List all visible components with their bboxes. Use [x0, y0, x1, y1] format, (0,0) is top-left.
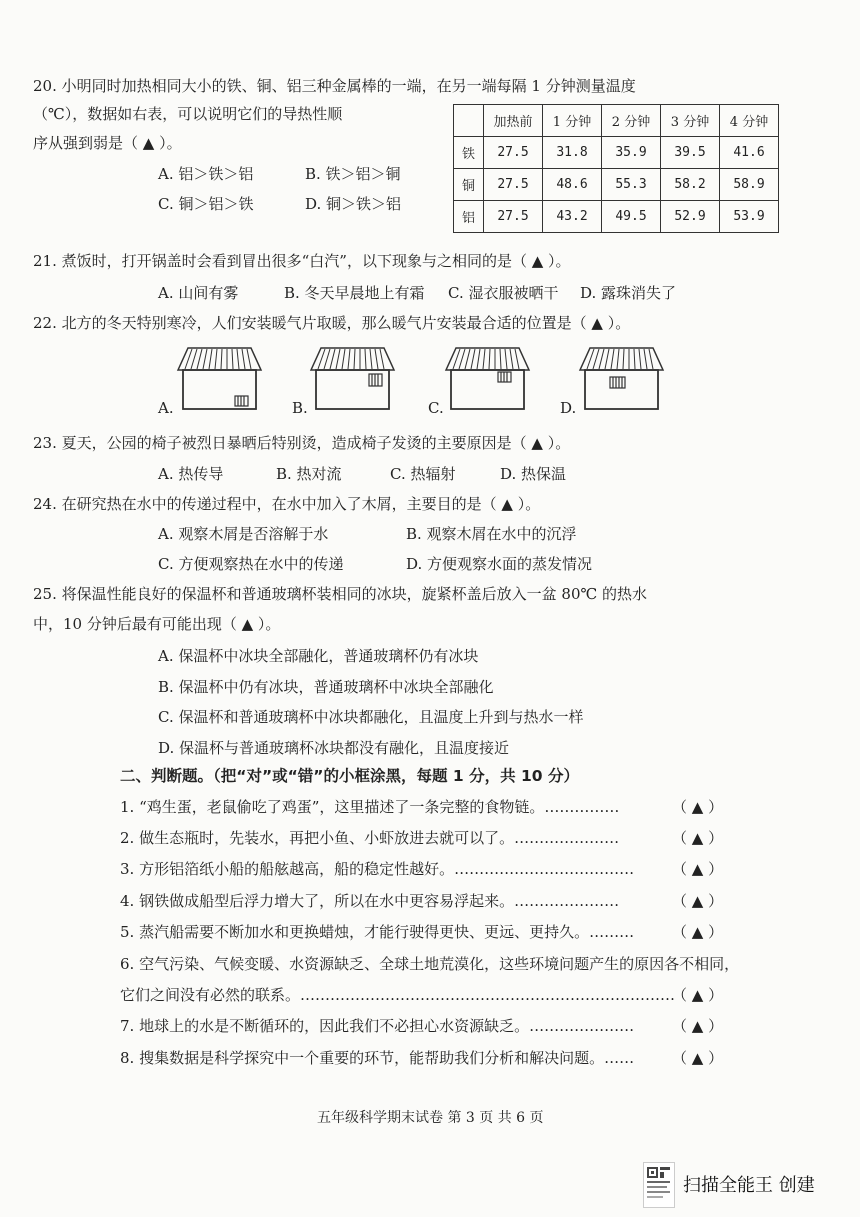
table-row: [454, 201, 779, 233]
table-header: 4 分钟: [720, 105, 779, 137]
q23-option-c: C. 热辐射: [390, 465, 456, 483]
roof-icon: [580, 348, 663, 370]
table-row: [454, 169, 779, 201]
judge-item-6-line1: 6. 空气污染、气候变暖、水资源缺乏、全球土地荒漠化，这些环境问题产生的原因各不相同，: [120, 955, 740, 973]
judge-item-2: 2. 做生态瓶时，先装水，再把小鱼、小虾放进去就可以了。…………………: [120, 829, 620, 847]
q25-option-a: A. 保温杯中冰块全部融化，普通玻璃杯仍有冰块: [158, 647, 479, 665]
q20-option-a: A. 铝＞铁＞铝: [158, 165, 254, 183]
house-diagram-b: [305, 346, 400, 412]
table-header: 2 分钟: [602, 105, 661, 137]
q23-option-b: B. 热对流: [276, 465, 342, 483]
q24-option-c: C. 方便观察热在水中的传递: [158, 555, 344, 573]
q20-line1: 20. 小明同时加热相同大小的铁、铜、铝三种金属棒的一端，在另一端每隔 1 分钟测量温度: [33, 77, 636, 95]
answer-mark: （ ▲ ）: [672, 829, 724, 847]
table-cell: 58.2: [661, 169, 720, 201]
table-header: 1 分钟: [543, 105, 602, 137]
q23-option-a: A. 热传导: [158, 465, 224, 483]
table-cell: 39.5: [661, 137, 720, 169]
radiator-icon: [235, 396, 248, 406]
table-header: 加热前: [484, 105, 543, 137]
table-cell: 48.6: [543, 169, 602, 201]
house-diagram-c: [440, 346, 535, 412]
q25-option-b: B. 保温杯中仍有冰块，普通玻璃杯中冰块全部融化: [158, 678, 494, 696]
q24-option-a: A. 观察木屑是否溶解于水: [158, 525, 329, 543]
table-cell: 55.3: [602, 169, 661, 201]
q23-option-d: D. 热保温: [500, 465, 567, 483]
q22-label-c: C.: [428, 399, 444, 417]
q22-label-a: A.: [158, 399, 174, 417]
q21-option-b: B. 冬天早晨地上有霜: [284, 284, 425, 302]
table-cell: [454, 105, 484, 137]
table-cell: 27.5: [484, 137, 543, 169]
roof-icon: [178, 348, 261, 370]
table-cell: 52.9: [661, 201, 720, 233]
section-title: 二、判断题。（把“对”或“错”的小框涂黑，每题 1 分，共 10 分）: [120, 767, 579, 785]
q21-option-c: C. 湿衣服被晒干: [448, 284, 559, 302]
q20-line3: 序从强到弱是（ ▲ ）。: [33, 134, 182, 152]
answer-mark: （ ▲ ）: [672, 986, 724, 1004]
table-row-label: 铝: [454, 201, 484, 233]
house-diagram-d: [574, 346, 669, 412]
roof-icon: [311, 348, 394, 370]
judge-item-1: 1. “鸡生蛋，老鼠偷吃了鸡蛋”，这里描述了一条完整的食物链。……………: [120, 798, 620, 816]
table-cell: 58.9: [720, 169, 779, 201]
answer-mark: （ ▲ ）: [672, 892, 724, 910]
table-row-label: 铁: [454, 137, 484, 169]
radiator-icon: [369, 374, 382, 386]
q25-option-d: D. 保温杯与普通玻璃杯冰块都没有融化，且温度接近: [158, 739, 510, 757]
table-cell: 49.5: [602, 201, 661, 233]
q23-stem: 23. 夏天，公园的椅子被烈日暴晒后特别烫，造成椅子发烫的主要原因是（ ▲ ）。: [33, 434, 571, 452]
radiator-icon: [498, 372, 511, 382]
table-cell: 27.5: [484, 169, 543, 201]
q24-stem: 24. 在研究热在水中的传递过程中，在水中加入了木屑，主要目的是（ ▲ ）。: [33, 495, 541, 513]
table-header-row: [454, 105, 779, 137]
answer-mark: （ ▲ ）: [672, 860, 724, 878]
q20-line2: （℃），数据如右表，可以说明它们的导热性顺: [33, 105, 343, 123]
q20-option-d: D. 铜＞铁＞铝: [305, 195, 402, 213]
table-row-label: 铜: [454, 169, 484, 201]
q21-option-d: D. 露珠消失了: [580, 284, 677, 302]
table-cell: 41.6: [720, 137, 779, 169]
q22-label-d: D.: [560, 399, 577, 417]
answer-mark: （ ▲ ）: [672, 798, 724, 816]
scanner-logo-icon: [643, 1162, 675, 1208]
house-diagram-a: [172, 346, 267, 412]
q20-option-c: C. 铜＞铝＞铁: [158, 195, 254, 213]
judge-item-5: 5. 蒸汽船需要不断加水和更换蜡烛，才能行驶得更快、更远、更持久。………: [120, 923, 635, 941]
answer-mark: （ ▲ ）: [672, 1049, 724, 1067]
table-cell: 53.9: [720, 201, 779, 233]
q25-line1: 25. 将保温性能良好的保温杯和普通玻璃杯装相同的冰块，旋紧杯盖后放入一盆 80℃ 的热水: [33, 585, 648, 603]
judge-item-7: 7. 地球上的水是不断循环的，因此我们不必担心水资源缺乏。…………………: [120, 1017, 635, 1035]
table-cell: 43.2: [543, 201, 602, 233]
answer-mark: （ ▲ ）: [672, 1017, 724, 1035]
table-cell: 27.5: [484, 201, 543, 233]
judge-item-3: 3. 方形铝箔纸小船的船舷越高，船的稳定性越好。………………………………: [120, 860, 635, 878]
watermark-text: 扫描全能王 创建: [683, 1175, 815, 1196]
radiator-icon: [610, 377, 625, 388]
q25-line2: 中，10 分钟后最有可能出现（ ▲ ）。: [33, 615, 281, 633]
judge-item-4: 4. 钢铁做成船型后浮力增大了，所以在水中更容易浮起来。…………………: [120, 892, 620, 910]
q20-option-b: B. 铁＞铝＞铜: [305, 165, 401, 183]
table-cell: 35.9: [602, 137, 661, 169]
table-cell: 31.8: [543, 137, 602, 169]
judge-item-6-line2: 它们之间没有必然的联系。…………………………………………………………………: [120, 986, 676, 1004]
q24-option-b: B. 观察木屑在水中的沉浮: [406, 525, 577, 543]
q21-stem: 21. 煮饭时，打开锅盖时会看到冒出很多“白汽”，以下现象与之相同的是（ ▲ ）。: [33, 252, 571, 270]
answer-mark: （ ▲ ）: [672, 923, 724, 941]
q25-option-c: C. 保温杯和普通玻璃杯中冰块都融化，且温度上升到与热水一样: [158, 708, 584, 726]
q24-option-d: D. 方便观察水面的蒸发情况: [406, 555, 593, 573]
temperature-table: [453, 104, 779, 233]
q22-stem: 22. 北方的冬天特别寒冷，人们安装暖气片取暖，那么暖气片安装最合适的位置是（ ▲ ）。: [33, 314, 631, 332]
judge-item-8: 8. 搜集数据是科学探究中一个重要的环节，能帮助我们分析和解决问题。……: [120, 1049, 635, 1067]
page-footer: 五年级科学期末试卷 第 3 页 共 6 页: [317, 1110, 544, 1126]
roof-icon: [446, 348, 529, 370]
table-header: 3 分钟: [661, 105, 720, 137]
q22-label-b: B.: [292, 399, 308, 417]
table-row: [454, 137, 779, 169]
q21-option-a: A. 山间有雾: [158, 284, 239, 302]
